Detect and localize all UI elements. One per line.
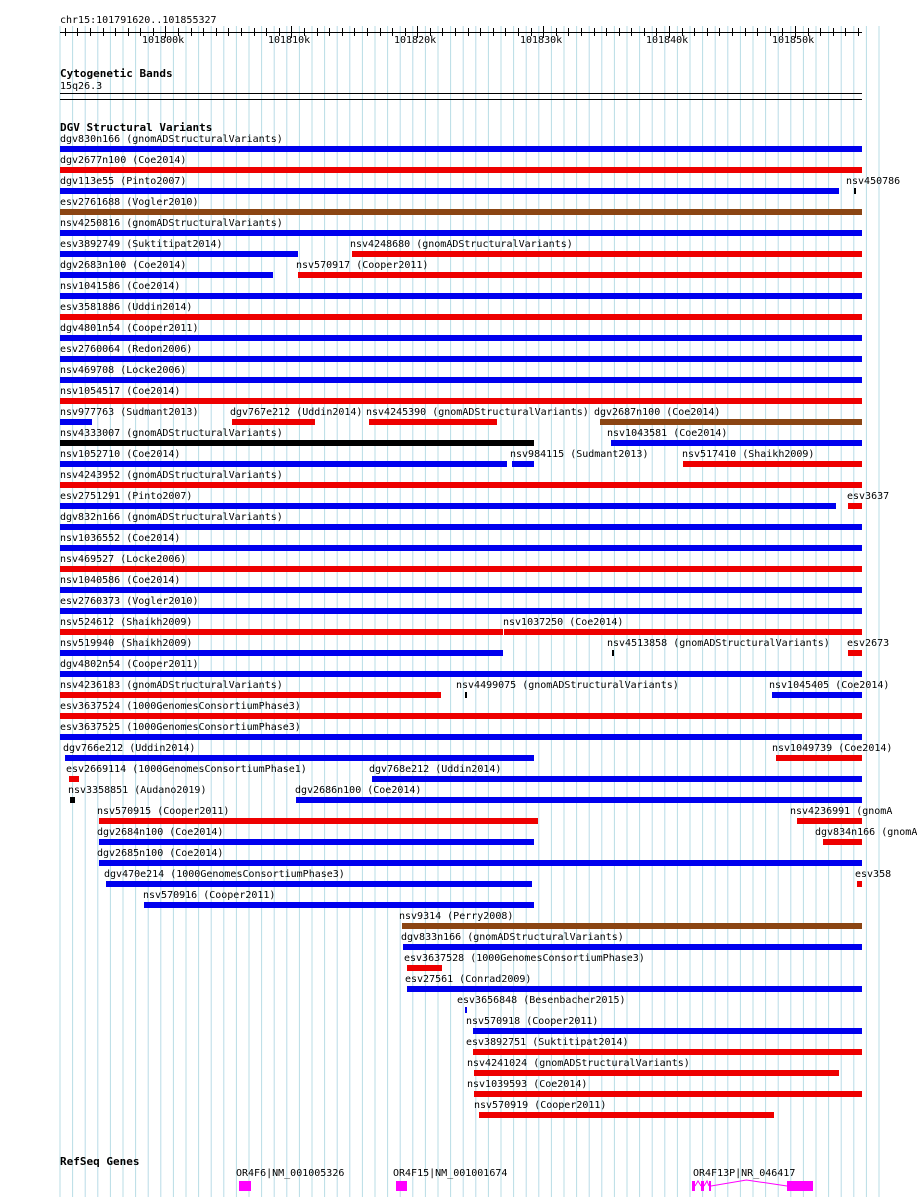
ruler-minor-tick: [619, 28, 620, 36]
dgv-feature-label[interactable]: dgv2684n100 (Coe2014): [97, 827, 224, 838]
dgv-feature-label[interactable]: esv3581886 (Uddin2014): [60, 302, 193, 313]
dgv-feature-label[interactable]: esv3892749 (Suktitipat2014): [60, 239, 223, 250]
dgv-feature-label[interactable]: dgv832n166 (gnomADStructuralVariants): [60, 512, 283, 523]
ruler-minor-tick: [455, 28, 456, 36]
dgv-feature-label[interactable]: nsv519940 (Shaikh2009): [60, 638, 193, 649]
refseq-gene-exon[interactable]: [396, 1181, 407, 1191]
ruler-minor-tick: [820, 28, 821, 36]
dgv-feature-label[interactable]: nsv4236183 (gnomADStructuralVariants): [60, 680, 283, 691]
dgv-feature-label[interactable]: nsv517410 (Shaikh2009): [682, 449, 815, 460]
dgv-feature-label[interactable]: esv3892751 (Suktitipat2014): [466, 1037, 629, 1048]
dgv-feature-bar[interactable]: [772, 692, 862, 698]
dgv-feature-bar[interactable]: [65, 755, 534, 761]
dgv-feature-label[interactable]: nsv1040586 (Coe2014): [60, 575, 181, 586]
dgv-feature-bar[interactable]: [60, 629, 503, 635]
cytoband-label: 15q26.3: [60, 81, 103, 92]
ruler-minor-tick: [594, 28, 595, 36]
ruler-minor-tick: [354, 28, 355, 36]
ruler-minor-tick: [719, 28, 720, 36]
dgv-feature-bar[interactable]: [60, 146, 862, 152]
dgv-feature-bar[interactable]: [60, 482, 862, 488]
ruler-minor-tick: [90, 28, 91, 36]
dgv-feature-label[interactable]: esv3637528 (1000GenomesConsortiumPhase3): [404, 953, 645, 964]
dgv-feature-label[interactable]: esv3637: [847, 491, 890, 502]
dgv-feature-bar[interactable]: [106, 881, 532, 887]
dgv-feature-bar[interactable]: [403, 944, 862, 950]
cytogenetic-bands-title: Cytogenetic Bands: [60, 67, 173, 80]
dgv-feature-label[interactable]: dgv767e212 (Uddin2014): [230, 407, 363, 418]
dgv-feature-bar[interactable]: [60, 188, 839, 194]
dgv-feature-bar[interactable]: [60, 608, 862, 614]
dgv-feature-label[interactable]: nsv1045405 (Coe2014): [769, 680, 890, 691]
dgv-feature-bar[interactable]: [60, 335, 862, 341]
ruler-minor-tick: [228, 28, 229, 36]
refseq-intron: [704, 1181, 709, 1186]
ruler-minor-tick: [770, 28, 771, 36]
ruler-minor-tick: [858, 28, 859, 36]
dgv-feature-label[interactable]: dgv833n166 (gnomADStructuralVariants): [401, 932, 624, 943]
dgv-feature-label[interactable]: nsv1039593 (Coe2014): [467, 1079, 588, 1090]
dgv-feature-bar[interactable]: [60, 293, 862, 299]
cytoband-bar-bottom: [60, 99, 862, 100]
dgv-feature-bar[interactable]: [854, 188, 856, 194]
dgv-feature-label[interactable]: dgv2685n100 (Coe2014): [97, 848, 224, 859]
dgv-feature-bar[interactable]: [60, 230, 862, 236]
dgv-feature-bar[interactable]: [60, 209, 862, 215]
dgv-feature-bar[interactable]: [60, 650, 503, 656]
dgv-feature-label[interactable]: nsv1052710 (Coe2014): [60, 449, 181, 460]
dgv-feature-label[interactable]: esv3637524 (1000GenomesConsortiumPhase3): [60, 701, 301, 712]
dgv-feature-bar[interactable]: [60, 503, 836, 509]
dgv-feature-bar[interactable]: [848, 650, 862, 656]
dgv-feature-label[interactable]: nsv4236991 (gnomA: [790, 806, 893, 817]
ruler-minor-tick: [442, 28, 443, 36]
dgv-feature-label[interactable]: dgv470e214 (1000GenomesConsortiumPhase3): [104, 869, 345, 880]
refseq-gene-exon[interactable]: [239, 1181, 251, 1191]
ruler-tick-label: 101840k: [646, 35, 689, 46]
ruler-minor-tick: [103, 28, 104, 36]
ruler-minor-tick: [518, 28, 519, 36]
dgv-feature-bar[interactable]: [369, 419, 497, 425]
dgv-feature-label[interactable]: nsv4250816 (gnomADStructuralVariants): [60, 218, 283, 229]
dgv-feature-bar[interactable]: [60, 272, 273, 278]
dgv-feature-label[interactable]: dgv834n166 (gnomA: [815, 827, 917, 838]
ruler-minor-tick: [203, 28, 204, 36]
ruler-minor-tick: [644, 28, 645, 36]
dgv-feature-label[interactable]: nsv9314 (Perry2008): [399, 911, 514, 922]
dgv-feature-bar[interactable]: [60, 167, 862, 173]
dgv-feature-label[interactable]: nsv4333007 (gnomADStructuralVariants): [60, 428, 283, 439]
dgv-feature-bar[interactable]: [60, 314, 862, 320]
dgv-feature-label[interactable]: nsv4248680 (gnomADStructuralVariants): [350, 239, 573, 250]
ruler-minor-tick: [480, 28, 481, 36]
refseq-intron: [695, 1181, 701, 1186]
dgv-feature-bar[interactable]: [600, 419, 862, 425]
dgv-feature-label[interactable]: nsv984115 (Sudmant2013): [510, 449, 649, 460]
dgv-feature-bar[interactable]: [60, 545, 862, 551]
ruler-minor-tick: [191, 28, 192, 36]
dgv-feature-label[interactable]: dgv4801n54 (Cooper2011): [60, 323, 199, 334]
dgv-feature-label[interactable]: esv2760373 (Vogler2010): [60, 596, 199, 607]
dgv-feature-label[interactable]: nsv570915 (Cooper2011): [97, 806, 230, 817]
refseq-gene-model[interactable]: [692, 1179, 815, 1193]
ruler-minor-tick: [468, 28, 469, 36]
dgv-feature-label[interactable]: nsv977763 (Sudmant2013): [60, 407, 199, 418]
ruler-minor-tick: [140, 28, 141, 36]
ruler-tick-label: 101850k: [772, 35, 815, 46]
dgv-feature-bar[interactable]: [504, 629, 862, 635]
ruler-minor-tick: [77, 28, 78, 36]
dgv-feature-label[interactable]: nsv1054517 (Coe2014): [60, 386, 181, 397]
ruler-tick-label: 101800k: [142, 35, 185, 46]
dgv-feature-label[interactable]: nsv3358851 (Audano2019): [68, 785, 207, 796]
dgv-feature-label[interactable]: dgv2687n100 (Coe2014): [594, 407, 721, 418]
dgv-feature-bar[interactable]: [848, 503, 862, 509]
dgv-feature-bar[interactable]: [797, 818, 862, 824]
dgv-feature-label[interactable]: nsv524612 (Shaikh2009): [60, 617, 193, 628]
refseq-exon: [709, 1181, 711, 1191]
dgv-feature-bar[interactable]: [60, 671, 862, 677]
dgv-feature-bar[interactable]: [473, 1049, 862, 1055]
dgv-feature-bar[interactable]: [99, 860, 862, 866]
dgv-feature-bar[interactable]: [776, 755, 862, 761]
refseq-intron: [711, 1180, 787, 1186]
dgv-feature-label[interactable]: dgv2683n100 (Coe2014): [60, 260, 187, 271]
dgv-feature-label[interactable]: nsv1041586 (Coe2014): [60, 281, 181, 292]
dgv-feature-label[interactable]: esv27561 (Conrad2009): [405, 974, 532, 985]
dgv-feature-label[interactable]: dgv766e212 (Uddin2014): [63, 743, 196, 754]
location-label: chr15:101791620..101855327: [60, 15, 217, 26]
dgv-feature-label[interactable]: nsv469708 (Locke2006): [60, 365, 187, 376]
ruler-minor-tick: [581, 28, 582, 36]
dgv-feature-label[interactable]: nsv570917 (Cooper2011): [296, 260, 429, 271]
dgv-feature-label[interactable]: dgv113e55 (Pinto2007): [60, 176, 187, 187]
dgv-feature-bar[interactable]: [70, 797, 75, 803]
cytoband-bar-top: [60, 93, 862, 94]
ruler-minor-tick: [606, 28, 607, 36]
dgv-feature-bar[interactable]: [479, 1112, 774, 1118]
refseq-gene-label[interactable]: OR4F6|NM_001005326: [236, 1168, 345, 1179]
dgv-feature-label[interactable]: esv3637525 (1000GenomesConsortiumPhase3): [60, 722, 301, 733]
dgv-feature-bar[interactable]: [60, 692, 441, 698]
dgv-feature-label[interactable]: nsv450786: [846, 176, 901, 187]
dgv-feature-label[interactable]: nsv4245390 (gnomADStructuralVariants): [366, 407, 589, 418]
dgv-feature-bar[interactable]: [144, 902, 534, 908]
dgv-feature-bar[interactable]: [823, 839, 862, 845]
refseq-gene-label[interactable]: OR4F13P|NR_046417: [693, 1168, 796, 1179]
dgv-feature-label[interactable]: dgv2686n100 (Coe2014): [295, 785, 422, 796]
dgv-feature-bar[interactable]: [60, 377, 862, 383]
dgv-feature-label[interactable]: esv2761688 (Vogler2010): [60, 197, 199, 208]
ruler-minor-tick: [115, 28, 116, 36]
dgv-feature-label[interactable]: nsv1049739 (Coe2014): [772, 743, 893, 754]
dgv-feature-label[interactable]: dgv830n166 (gnomADStructuralVariants): [60, 134, 283, 145]
ruler-minor-tick: [845, 28, 846, 36]
dgv-feature-label[interactable]: nsv570918 (Cooper2011): [466, 1016, 599, 1027]
ruler-minor-tick: [367, 28, 368, 36]
dgv-feature-label[interactable]: esv2751291 (Pinto2007): [60, 491, 193, 502]
dgv-feature-bar[interactable]: [352, 251, 862, 257]
dgv-feature-label[interactable]: nsv4241024 (gnomADStructuralVariants): [467, 1058, 690, 1069]
dgv-feature-bar[interactable]: [60, 461, 507, 467]
dgv-feature-label[interactable]: dgv4802n54 (Cooper2011): [60, 659, 199, 670]
dgv-feature-bar[interactable]: [60, 566, 862, 572]
ruler-minor-tick: [65, 28, 66, 36]
ruler-minor-tick: [493, 28, 494, 36]
dgv-feature-label[interactable]: esv2669114 (1000GenomesConsortiumPhase1): [66, 764, 307, 775]
dgv-feature-label[interactable]: nsv1037250 (Coe2014): [503, 617, 624, 628]
refseq-exon: [701, 1181, 704, 1191]
ruler-minor-tick: [631, 28, 632, 36]
dgv-feature-label[interactable]: nsv1043581 (Coe2014): [607, 428, 728, 439]
dgv-feature-bar[interactable]: [407, 965, 442, 971]
ruler-minor-tick: [568, 28, 569, 36]
dgv-feature-bar[interactable]: [611, 440, 862, 446]
ruler-minor-tick: [833, 28, 834, 36]
dgv-feature-label[interactable]: esv3656848 (Besenbacher2015): [457, 995, 626, 1006]
dgv-feature-bar[interactable]: [60, 524, 862, 530]
ruler-tick-label: 101810k: [268, 35, 311, 46]
dgv-feature-bar[interactable]: [298, 272, 862, 278]
dgv-feature-bar[interactable]: [60, 251, 298, 257]
dgv-feature-label[interactable]: nsv4243952 (gnomADStructuralVariants): [60, 470, 283, 481]
dgv-feature-label[interactable]: nsv4513858 (gnomADStructuralVariants): [607, 638, 830, 649]
dgv-feature-bar[interactable]: [857, 881, 862, 887]
ruler-minor-tick: [707, 28, 708, 36]
dgv-feature-bar[interactable]: [372, 776, 862, 782]
dgv-feature-bar[interactable]: [69, 776, 79, 782]
ruler-minor-tick: [745, 28, 746, 36]
ruler-minor-tick: [317, 28, 318, 36]
dgv-feature-label[interactable]: dgv2677n100 (Coe2014): [60, 155, 187, 166]
refseq-gene-label[interactable]: OR4F15|NM_001001674: [393, 1168, 508, 1179]
dgv-feature-label[interactable]: dgv768e212 (Uddin2014): [369, 764, 502, 775]
dgv-feature-bar[interactable]: [60, 356, 862, 362]
dgv-feature-bar[interactable]: [99, 839, 534, 845]
dgv-feature-bar[interactable]: [296, 797, 862, 803]
ruler-minor-tick: [254, 28, 255, 36]
dgv-feature-bar[interactable]: [402, 923, 862, 929]
ruler-minor-tick: [392, 28, 393, 36]
dgv-feature-label[interactable]: esv358: [855, 869, 892, 880]
ruler-minor-tick: [128, 28, 129, 36]
dgv-feature-bar[interactable]: [60, 419, 92, 425]
ruler-minor-tick: [329, 28, 330, 36]
ruler-minor-tick: [216, 28, 217, 36]
dgv-feature-bar[interactable]: [474, 1070, 839, 1076]
ruler-minor-tick: [342, 28, 343, 36]
dgv-feature-bar[interactable]: [99, 818, 538, 824]
dgv-feature-bar[interactable]: [60, 713, 862, 719]
ruler-minor-tick: [380, 28, 381, 36]
dgv-feature-label[interactable]: nsv570919 (Cooper2011): [474, 1100, 607, 1111]
ruler-minor-tick: [505, 28, 506, 36]
dgv-feature-bar[interactable]: [60, 398, 862, 404]
dgv-feature-label[interactable]: nsv570916 (Cooper2011): [143, 890, 276, 901]
ruler-minor-tick: [732, 28, 733, 36]
dgv-feature-label[interactable]: esv2760064 (Redon2006): [60, 344, 193, 355]
dgv-feature-bar[interactable]: [683, 461, 862, 467]
dgv-feature-bar[interactable]: [473, 1028, 862, 1034]
refseq-exon: [787, 1181, 813, 1191]
dgv-feature-bar[interactable]: [612, 650, 614, 656]
dgv-feature-bar[interactable]: [407, 986, 862, 992]
dgv-feature-bar[interactable]: [512, 461, 534, 467]
dgv-feature-bar[interactable]: [60, 734, 862, 740]
dgv-feature-label[interactable]: nsv469527 (Locke2006): [60, 554, 187, 565]
dgv-feature-bar[interactable]: [474, 1091, 862, 1097]
dgv-feature-bar[interactable]: [232, 419, 315, 425]
ruler-tick-label: 101830k: [520, 35, 563, 46]
dgv-title: DGV Structural Variants: [60, 121, 213, 134]
ruler-minor-tick: [266, 28, 267, 36]
ruler-line: [60, 32, 862, 33]
dgv-feature-label[interactable]: esv2673: [847, 638, 890, 649]
dgv-feature-label[interactable]: nsv1036552 (Coe2014): [60, 533, 181, 544]
dgv-feature-bar[interactable]: [60, 440, 534, 446]
dgv-feature-bar[interactable]: [60, 587, 862, 593]
refseq-exon: [692, 1181, 695, 1191]
refseq-title: RefSeq Genes: [60, 1155, 140, 1168]
ruler-minor-tick: [757, 28, 758, 36]
ruler-tick-label: 101820k: [394, 35, 437, 46]
dgv-feature-label[interactable]: nsv4499075 (gnomADStructuralVariants): [456, 680, 679, 691]
dgv-feature-bar[interactable]: [465, 1007, 467, 1013]
dgv-feature-bar[interactable]: [465, 692, 467, 698]
ruler-minor-tick: [694, 28, 695, 36]
ruler-minor-tick: [241, 28, 242, 36]
